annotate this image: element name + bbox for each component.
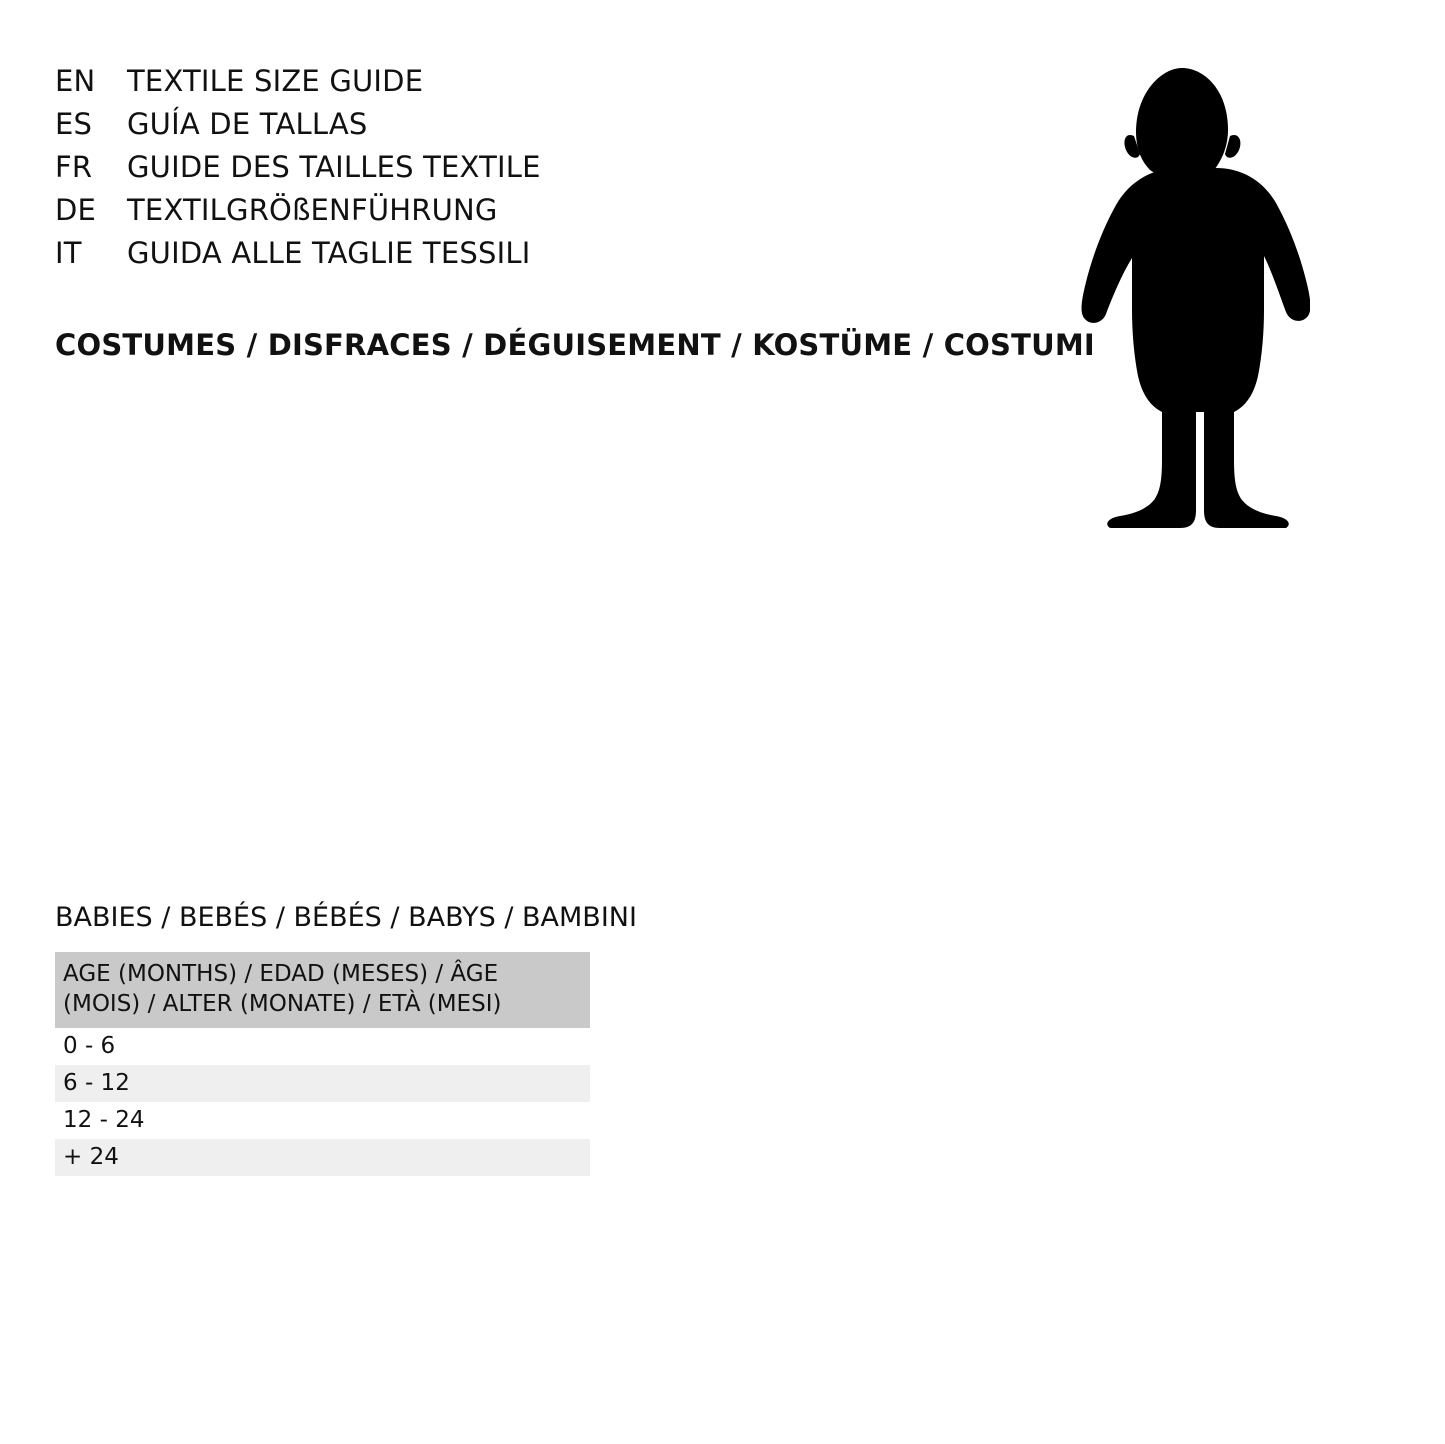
language-row [55,236,541,279]
language-code: EN [55,64,96,98]
language-row [55,193,541,236]
language-title: TEXTILGRÖßENFÜHRUNG [127,193,498,227]
table-row [55,1065,590,1102]
language-title: GUIDA ALLE TAGLIE TESSILI [127,236,531,270]
table-row [55,1102,590,1139]
language-code: FR [55,150,93,184]
table-header-row [55,952,590,1028]
table-header-cell: AGE (MONTHS) / EDAD (MESES) / ÂGE (MOIS) / ALTER (MONATE) / ETÀ (MESI) [55,952,590,1028]
size-table-section [55,902,637,1176]
language-row [55,107,541,150]
table-row [55,1139,590,1176]
category-heading: COSTUMES / DISFRACES / DÉGUISEMENT / KOSTÜME / COSTUMI [55,328,1095,362]
table-title: BABIES / BEBÉS / BÉBÉS / BABYS / BAMBINI [55,902,637,933]
table-cell-age: 12 - 24 [55,1102,590,1139]
language-code: IT [55,236,82,270]
language-title: TEXTILE SIZE GUIDE [127,64,424,98]
language-list [55,64,541,279]
baby-silhouette-icon [1050,60,1310,530]
language-title: GUIDE DES TAILLES TEXTILE [127,150,541,184]
table-cell-age: 0 - 6 [55,1028,590,1065]
size-table [55,952,590,1176]
language-code: ES [55,107,93,141]
table-cell-age: 6 - 12 [55,1065,590,1102]
language-row [55,64,541,107]
table-cell-age: + 24 [55,1139,590,1176]
table-row [55,1028,590,1065]
language-title: GUÍA DE TALLAS [127,107,368,141]
language-row [55,150,541,193]
language-code: DE [55,193,97,227]
